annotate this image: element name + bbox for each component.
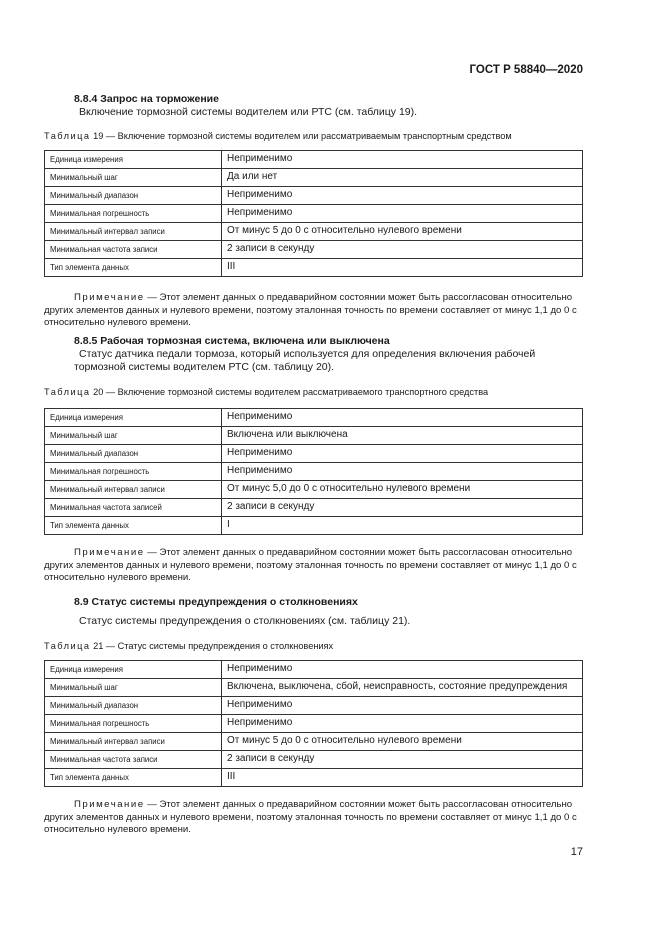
table-row	[45, 733, 583, 751]
table-row	[45, 661, 583, 679]
table-cell-value: 2 записи в секунду	[222, 751, 583, 769]
table-19	[44, 150, 583, 277]
note-8-9	[44, 799, 583, 837]
table-row	[45, 499, 583, 517]
caption-label: Таблица	[44, 131, 91, 141]
table-cell-label: Минимальный интервал записи	[45, 223, 222, 241]
table-cell-label: Минимальная погрешность	[45, 205, 222, 223]
table-cell-value: Включена, выключена, сбой, неисправность, состояние предупреждения	[222, 679, 583, 697]
table-cell-value: От минус 5 до 0 с относительно нулевого времени	[222, 223, 583, 241]
table-cell-label: Минимальный интервал записи	[45, 481, 222, 499]
table-row	[45, 517, 583, 535]
table-cell-value: Неприменимо	[222, 715, 583, 733]
table-cell-label: Минимальный шаг	[45, 427, 222, 445]
section-text-8-8-5: Статус датчика педали тормоза, который используется для определения включения рабочей тормозной системы водителем РТС (см. таблицу 20).	[74, 348, 536, 374]
table-cell-value: III	[222, 769, 583, 787]
table-cell-label: Минимальная частота записи	[45, 241, 222, 259]
section-heading-8-8-4: 8.8.4 Запрос на торможение	[74, 93, 219, 105]
note-label: Примечание	[74, 799, 145, 810]
table-cell-label: Минимальная погрешность	[45, 715, 222, 733]
table-cell-label: Минимальная погрешность	[45, 463, 222, 481]
table-21	[44, 660, 583, 787]
table-row	[45, 223, 583, 241]
table-cell-value: 2 записи в секунду	[222, 241, 583, 259]
table-cell-value: Включена или выключена	[222, 427, 583, 445]
table-row	[45, 679, 583, 697]
table-cell-label: Тип элемента данных	[45, 259, 222, 277]
table-caption-20	[44, 387, 488, 399]
table-cell-value: Неприменимо	[222, 463, 583, 481]
table-cell-label: Минимальный диапазон	[45, 445, 222, 463]
table-row	[45, 205, 583, 223]
section-heading-8-8-5: 8.8.5 Рабочая тормозная система, включена или выключена	[74, 335, 390, 347]
table-cell-value: Неприменимо	[222, 697, 583, 715]
table-cell-value: Неприменимо	[222, 187, 583, 205]
table-cell-value: От минус 5 до 0 с относительно нулевого времени	[222, 733, 583, 751]
table-caption-21	[44, 641, 333, 653]
table-row	[45, 409, 583, 427]
table-cell-value: Неприменимо	[222, 661, 583, 679]
caption-text: 19 — Включение тормозной системы водителем или рассматриваемым транспортным средством	[93, 131, 512, 141]
section-text-8-8-4: Включение тормозной системы водителем или РТС (см. таблицу 19).	[79, 106, 418, 118]
table-cell-value: III	[222, 259, 583, 277]
table-cell-label: Единица измерения	[45, 661, 222, 679]
table-cell-label: Тип элемента данных	[45, 769, 222, 787]
note-text: — Этот элемент данных о предаварийном состоянии может быть рассогласован относительно других элементов данных и нулевого времени, поэтому эталонная точность по времени составляет от минус 1,1 до 0 с относительно нулевого времени.	[44, 547, 577, 584]
table-cell-label: Минимальный интервал записи	[45, 733, 222, 751]
table-cell-value: От минус 5,0 до 0 с относительно нулевого времени	[222, 481, 583, 499]
table-row	[45, 427, 583, 445]
note-label: Примечание	[74, 292, 145, 303]
table-row	[45, 715, 583, 733]
table-cell-label: Минимальный шаг	[45, 679, 222, 697]
table-cell-value: Неприменимо	[222, 205, 583, 223]
table-row	[45, 697, 583, 715]
caption-text: 20 — Включение тормозной системы водителем рассматриваемого транспортного средства	[93, 387, 489, 397]
table-cell-label: Тип элемента данных	[45, 517, 222, 535]
table-cell-label: Единица измерения	[45, 409, 222, 427]
table-cell-value: I	[222, 517, 583, 535]
document-id: ГОСТ Р 58840—2020	[469, 64, 583, 76]
note-label: Примечание	[74, 547, 145, 558]
table-cell-label: Минимальный шаг	[45, 169, 222, 187]
table-row	[45, 463, 583, 481]
table-row	[45, 187, 583, 205]
caption-label: Таблица	[44, 387, 91, 397]
table-row	[45, 445, 583, 463]
table-cell-label: Минимальная частота записей	[45, 499, 222, 517]
table-20	[44, 408, 583, 535]
table-row	[45, 481, 583, 499]
table-row	[45, 259, 583, 277]
table-row	[45, 769, 583, 787]
table-row	[45, 169, 583, 187]
table-cell-value: Неприменимо	[222, 445, 583, 463]
table-cell-value: Неприменимо	[222, 409, 583, 427]
table-row	[45, 151, 583, 169]
table-cell-value: 2 записи в секунду	[222, 499, 583, 517]
table-caption-19	[44, 131, 512, 143]
note-8-8-4	[44, 292, 583, 330]
table-cell-value: Да или нет	[222, 169, 583, 187]
note-text: — Этот элемент данных о предаварийном состоянии может быть рассогласован относительно других элементов данных и нулевого времени, поэтому эталонная точность по времени составляет от минус 1,1 до 0 с относительно нулевого времени.	[44, 799, 577, 836]
table-row	[45, 751, 583, 769]
table-cell-label: Минимальная частота записи	[45, 751, 222, 769]
section-heading-8-9: 8.9 Статус системы предупреждения о столкновениях	[74, 596, 358, 608]
note-text: — Этот элемент данных о предаварийном состоянии может быть рассогласован относительно других элементов данных и нулевого времени, поэтому эталонная точность по времени составляет от минус 1,1 до 0 с относительно нулевого времени.	[44, 292, 577, 329]
caption-text: 21 — Статус системы предупреждения о столкновениях	[93, 641, 334, 651]
table-cell-label: Минимальный диапазон	[45, 697, 222, 715]
table-cell-value: Неприменимо	[222, 151, 583, 169]
table-cell-label: Единица измерения	[45, 151, 222, 169]
caption-label: Таблица	[44, 641, 91, 651]
section-text-8-9: Статус системы предупреждения о столкновениях (см. таблицу 21).	[79, 615, 411, 627]
table-cell-label: Минимальный диапазон	[45, 187, 222, 205]
page-number: 17	[570, 846, 583, 858]
note-8-8-5	[44, 547, 583, 585]
table-row	[45, 241, 583, 259]
